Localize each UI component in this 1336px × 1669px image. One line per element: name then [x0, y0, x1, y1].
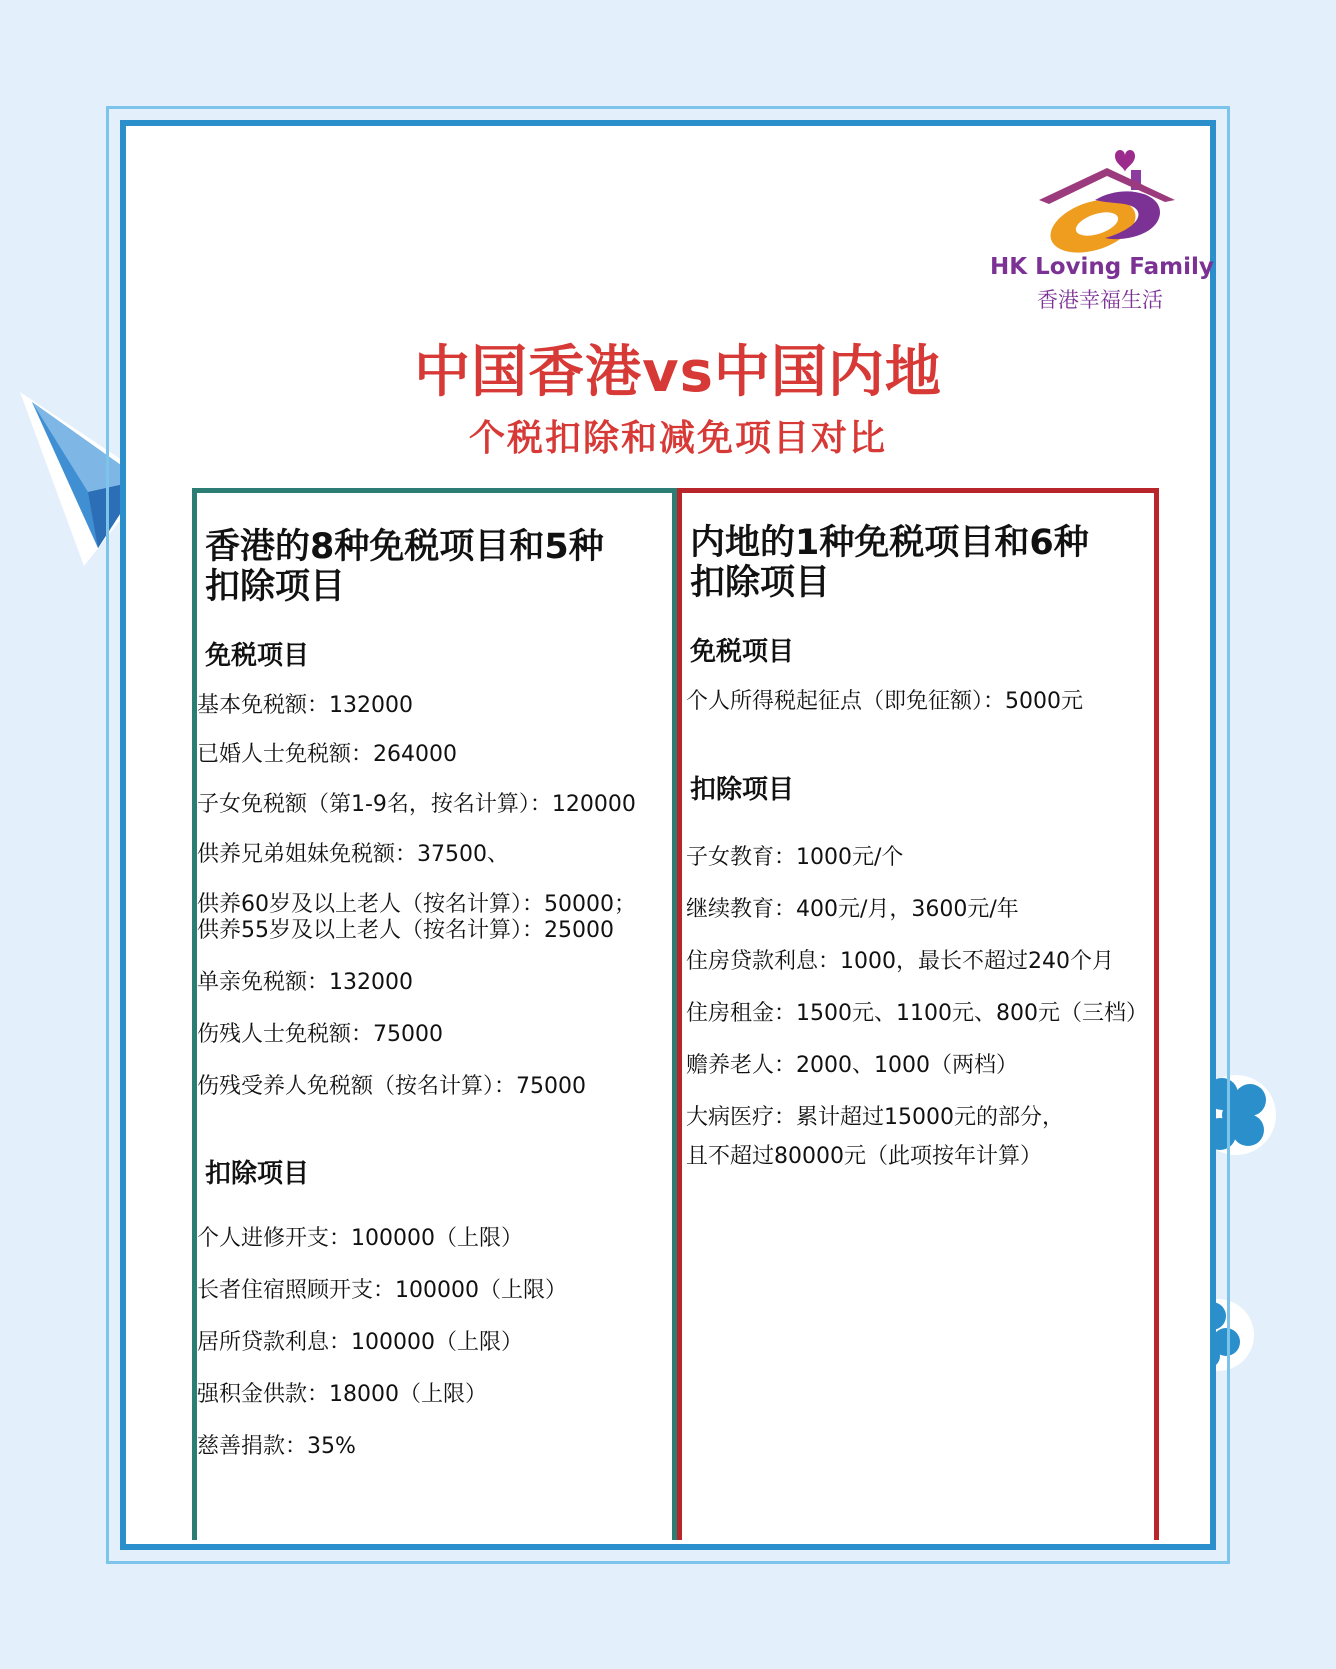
mainland-column-title-line2: 扣除项目 [690, 563, 831, 603]
hk-deduct-heading: 扣除项目 [205, 1159, 310, 1189]
hk-deduct-item: 慈善捐款：35% [197, 1434, 356, 1459]
mainland-deduct-item: 子女教育：1000元/个 [686, 845, 904, 870]
mainland-exempt-heading: 免税项目 [690, 637, 795, 667]
hk-column-title-line1: 香港的8种免税项目和5种 [205, 527, 604, 567]
mainland-deduct-heading: 扣除项目 [690, 775, 795, 805]
hong-kong-column [192, 488, 677, 1540]
mainland-deduct-item: 且不超过80000元（此项按年计算） [686, 1144, 1042, 1169]
brand-name-zh: 香港幸福生活 [1037, 288, 1163, 312]
brand-logo [990, 142, 1214, 312]
mainland-column [677, 488, 1159, 1540]
hk-exempt-heading: 免税项目 [205, 641, 310, 671]
house-heart-logo-icon [1035, 142, 1175, 254]
mainland-deduct-item: 赡养老人：2000、1000（两档） [686, 1053, 1018, 1078]
mainland-column-title-line1: 内地的1种免税项目和6种 [690, 523, 1089, 563]
mainland-deduct-item: 大病医疗：累计超过15000元的部分， [686, 1105, 1064, 1130]
hk-exempt-item: 伤残受养人免税额（按名计算）：75000 [197, 1074, 586, 1099]
hk-deduct-item: 个人进修开支：100000（上限） [197, 1226, 523, 1251]
hk-exempt-item: 供养55岁及以上老人（按名计算）：25000 [197, 918, 614, 943]
hk-exempt-item: 供养兄弟姐妹免税额：37500、 [197, 842, 509, 867]
hk-exempt-item: 供养60岁及以上老人（按名计算）：50000； [197, 892, 636, 917]
hk-exempt-item: 单亲免税额：132000 [197, 970, 413, 995]
hk-deduct-item: 强积金供款：18000（上限） [197, 1382, 487, 1407]
hk-deduct-item: 长者住宿照顾开支：100000（上限） [197, 1278, 567, 1303]
mainland-exempt-item: 个人所得税起征点（即免征额）：5000元 [686, 689, 1083, 714]
page-subtitle: 个税扣除和减免项目对比 [468, 418, 887, 459]
hk-deduct-item: 居所贷款利息：100000（上限） [197, 1330, 523, 1355]
hk-exempt-item: 伤残人士免税额：75000 [197, 1022, 443, 1047]
page-title: 中国香港vs中国内地 [414, 340, 942, 405]
hk-exempt-item: 子女免税额（第1-9名，按名计算）：120000 [197, 792, 636, 817]
mainland-deduct-item: 继续教育：400元/月，3600元/年 [686, 897, 1019, 922]
hk-exempt-item: 已婚人士免税额：264000 [197, 742, 457, 767]
hk-exempt-item: 基本免税额：132000 [197, 693, 413, 718]
hk-column-title-line2: 扣除项目 [205, 567, 346, 607]
brand-name-en: HK Loving Family [990, 254, 1214, 280]
mainland-deduct-item: 住房租金：1500元、1100元、800元（三档） [686, 1001, 1148, 1026]
mainland-deduct-item: 住房贷款利息：1000，最长不超过240个月 [686, 949, 1114, 974]
